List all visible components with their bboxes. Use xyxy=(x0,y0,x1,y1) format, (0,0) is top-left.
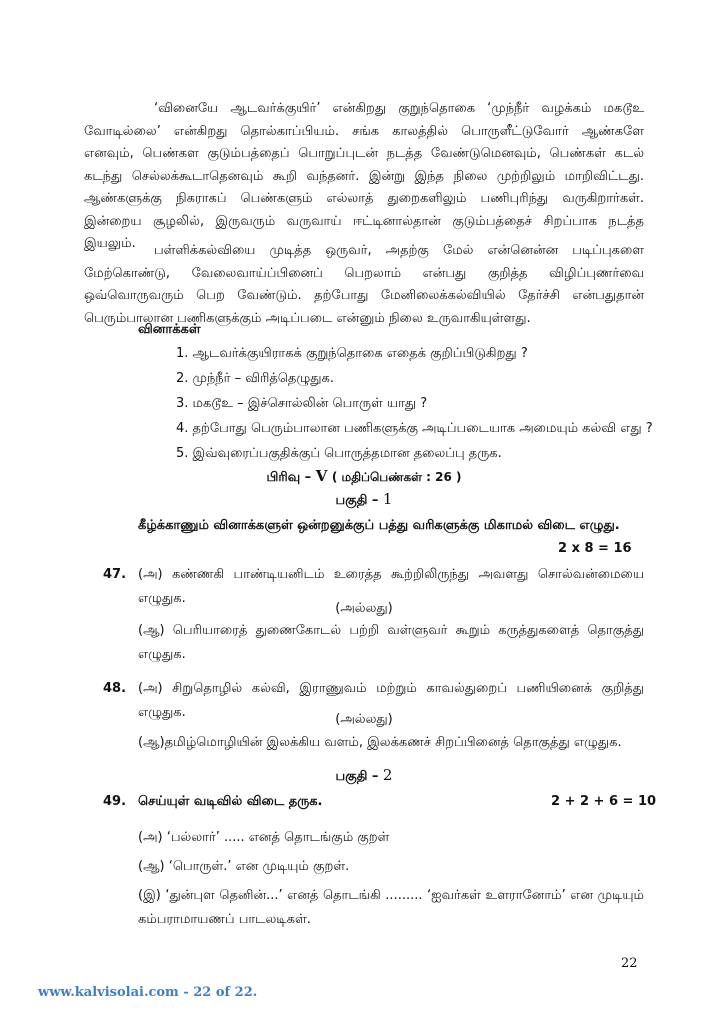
question-48b: (ஆ)தமிழ்மொழியின் இலக்கிய வளம், இலக்கணச் சிறப்பினைத் தொகுத்து எழுதுக. xyxy=(138,735,622,750)
part-number: 1 xyxy=(382,490,393,508)
page-number: 22 xyxy=(621,956,638,971)
question-49-marks: 2 + 2 + 6 = 10 xyxy=(551,794,657,809)
section-heading xyxy=(0,467,728,486)
question-49a: (அ) ‘பல்லார்’ ..... எனத் தொடங்கும் குறள் xyxy=(138,830,390,845)
question-47b: (ஆ) பெரியாரைத் துணைகோடல் பற்றி வள்ளுவர் கூறும் கருத்துகளைத் தொகுத்து எழுதுக. xyxy=(138,623,644,662)
or-label: (அல்லது) xyxy=(335,712,393,727)
passage-paragraph-1 xyxy=(84,98,644,256)
question-item: 4. தற்போது பெரும்பாலான பணிகளுக்கு அடிப்படையாக அமையும் கல்வி எது ? xyxy=(176,421,653,436)
section-label: பிரிவு – xyxy=(266,470,312,485)
question-number: 47. xyxy=(103,567,127,582)
passage-text-1: ‘வினையே ஆடவர்க்குயிர்’ என்கிறது குறுந்தொகை ‘முந்நீர் வழக்கம் மகடூஉ வோடில்லை’ என்கிறது தொல்காப்பியம். சங்க காலத்தில் பொருளீட்டுவோர் ஆண்களே எனவும், பெண்கள குடும்பத்தைப் பொறுப்புடன் நடத்த வேண்டுமெனவும், பெண்கள் கடல் கடந்து செல்லக்கூடாதெனவும் கூறி வந்தனர். இன்று இந்த நிலை முற்றிலும் மாறிவிட்டது. ஆண்களுக்கு நிகராகப் பெண்களும் எல்லாத் துறைகளிலும் பணிபுரிந்து வருகிறார்கள். இன்றைய சூழலில், இருவரும் வருவாய் ஈட்டினால்தான் குடும்பத்தைச் சிறப்பாக நடத்த இயலும். xyxy=(84,101,644,251)
question-49-instruction: செய்யுள் வடிவில் விடை தருக. xyxy=(138,794,323,809)
questions-heading: வினாக்கள் xyxy=(138,322,201,337)
section-marks: ( மதிப்பெண்கள் : 26 ) xyxy=(331,470,462,484)
or-label: (அல்லது) xyxy=(335,601,393,616)
question-item: 1. ஆடவர்க்குயிராகக் குறுந்தொகை எதைக் குறிப்பிடுகிறது ? xyxy=(176,346,528,361)
part-label: பகுதி – xyxy=(335,493,379,508)
question-number: 48. xyxy=(103,681,127,696)
passage-text-2: பள்ளிக்கல்வியை முடித்த ஒருவர், அதற்கு மேல் என்னென்ன படிப்புகளை மேற்கொண்டு, வேலைவாய்ப்பினைப் பெறலாம் என்பது குறித்த விழிப்புணர்வை ஒவ்வொருவரும் பெற வேண்டும். தற்போது மேனிலைக்கல்வியில் தேர்ச்சி என்பதுதான் பெரும்பாலான பணிகளுக்கும் அடிப்படை என்னும் நிலை உருவாகியுள்ளது. xyxy=(84,243,644,326)
question-item: 2. முந்நீர் – விரித்தெழுதுக. xyxy=(176,371,335,386)
question-number: 49. xyxy=(103,794,127,809)
question-item: 3. மகடூஉ – இச்சொல்லின் பொருள் யாது ? xyxy=(176,396,428,411)
part-label: பகுதி – xyxy=(335,769,379,784)
part-number: 2 xyxy=(382,766,393,784)
part-2-heading xyxy=(0,766,728,785)
passage-paragraph-2 xyxy=(84,240,644,330)
question-49b: (ஆ) ‘பொருள்.’ என முடியும் குறள். xyxy=(138,859,350,874)
question-48a: (அ) சிறுதொழில் கல்வி, இராணுவம் மற்றும் காவல்துறைப் பணியினைக் குறித்து எழுதுக. xyxy=(138,681,644,720)
footer-link[interactable]: www.kalvisolai.com - 22 of 22. xyxy=(38,985,258,1000)
section-roman: V xyxy=(315,467,328,485)
question-47a: (அ) கண்ணகி பாண்டியனிடம் உரைத்த கூற்றிலிருந்து அவளது சொல்வன்மையை எழுதுக. xyxy=(138,567,644,606)
question-item: 5. இவ்வுரைப்பகுதிக்குப் பொருத்தமான தலைப்பு தருக. xyxy=(176,446,502,461)
part-1-marks: 2 x 8 = 16 xyxy=(558,541,632,556)
part-1-instruction: கீழ்க்காணும் வினாக்களுள் ஒன்றனுக்குப் பத்து வரிகளுக்கு மிகாமல் விடை எழுது. xyxy=(138,518,620,533)
part-1-heading xyxy=(0,490,728,509)
question-49c: (இ) ‘துன்புள தெனின்...’ எனத் தொடங்கி ......... ‘ஐவர்கள் உளரானோம்’ என முடியும் கம்பராமாயணப் பாடலடிகள். xyxy=(138,888,644,927)
